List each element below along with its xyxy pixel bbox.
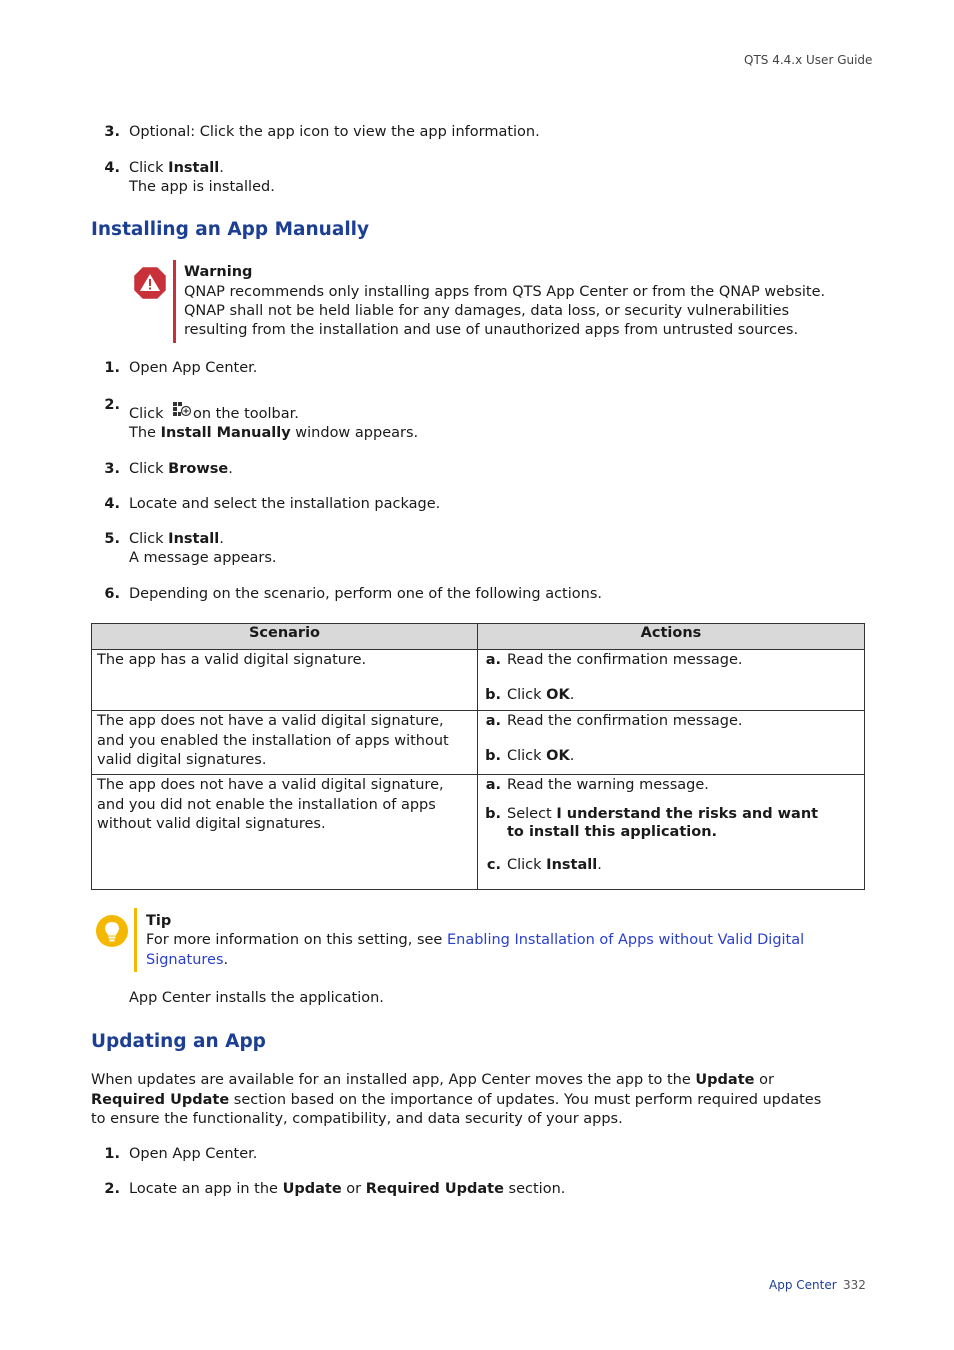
footer-section: App Center (769, 1278, 837, 1292)
warning-line: resulting from the installation and use of unauthorized apps from untrusted sources. (184, 322, 799, 338)
tip-label: Tip (146, 913, 172, 929)
step-text: Depending on the scenario, perform one of the following actions. (129, 586, 602, 602)
page-number: 332 (843, 1278, 866, 1292)
table-header: Actions (478, 624, 865, 650)
scenario-cell: The app does not have a valid digital signature, and you enabled the installation of apps without valid digital signatures. (92, 711, 478, 775)
step-text: Optional: Click the app icon to view the app information. (129, 124, 540, 140)
step-text-suffix: on the toolbar. (193, 406, 299, 422)
table-row (92, 711, 865, 775)
section-paragraph: When updates are available for an installed app, App Center moves the app to the Update or Required Update section based on the importance of updates. You must perform required updates to ensure the functionality, compatibility, and data security of your apps. (91, 1072, 822, 1127)
step-text: Click (129, 406, 164, 422)
step-text: Locate and select the installation package. (129, 496, 441, 512)
step-text: Open App Center. (129, 360, 258, 376)
scenario-cell: The app does not have a valid digital signature, and you did not enable the installation of apps without valid digital signatures. (92, 775, 478, 890)
action-item: b. Click OK. (485, 747, 575, 764)
install-manually-icon (172, 401, 192, 417)
table-row (92, 650, 865, 711)
tip-bar (134, 908, 137, 972)
actions-cell (478, 650, 865, 711)
step-number: 4. (104, 160, 120, 176)
step-result: The Install Manually window appears. (129, 425, 419, 441)
step-number: 5. (104, 531, 120, 547)
action-item: a. Read the confirmation message. (485, 652, 743, 668)
step-result: The app is installed. (129, 179, 275, 195)
step-result: A message appears. (129, 550, 277, 566)
step-number: 2. (104, 1181, 120, 1197)
warning-bar (173, 260, 176, 343)
step-text: Open App Center. (129, 1146, 258, 1162)
section-heading-install-manually: Installing an App Manually (91, 219, 370, 240)
step-text: Locate an app in the Update or Required Update section. (129, 1181, 566, 1197)
actions-cell (478, 775, 865, 890)
running-header: QTS 4.4.x User Guide (744, 53, 873, 67)
closing-text: App Center installs the application. (129, 990, 384, 1006)
action-item: a. Read the confirmation message. (485, 713, 743, 729)
table-row (92, 775, 865, 890)
scenario-table (91, 623, 865, 890)
step-number: 6. (104, 586, 120, 602)
step-text: Click Install. (129, 531, 224, 547)
tip-text: For more information on this setting, see Enabling Installation of Apps without Valid Digital Signatures. (146, 932, 805, 968)
table-header-row (92, 624, 865, 650)
step-text: Click Install. (129, 160, 224, 176)
step-text: Click Browse. (129, 461, 233, 477)
step-number: 1. (104, 360, 120, 376)
warning-line: QNAP shall not be held liable for any damages, data loss, or security vulnerabilities (184, 303, 790, 319)
step-number: 2. (104, 397, 120, 413)
actions-cell (478, 711, 865, 775)
tip-link[interactable]: Enabling Installation of Apps without Valid Digital Signatures (146, 932, 805, 968)
action-item: c. Click Install. (486, 856, 602, 873)
step-number: 4. (104, 496, 120, 512)
step-number: 3. (104, 461, 120, 477)
step-number: 3. (104, 124, 120, 140)
section-heading-updating-app: Updating an App (91, 1031, 266, 1052)
lightbulb-icon (95, 914, 129, 948)
warning-label: Warning (184, 264, 253, 280)
step-number: 1. (104, 1146, 120, 1162)
warning-line: QNAP recommends only installing apps from QTS App Center or from the QNAP website. (184, 284, 826, 300)
table-header: Scenario (92, 624, 478, 650)
scenario-cell: The app has a valid digital signature. (92, 650, 478, 711)
action-item: a. Read the warning message. (485, 777, 709, 793)
action-item: b. Click OK. (485, 686, 575, 703)
action-item: b. Select I understand the risks and want to install this application. (485, 805, 819, 840)
warning-icon (133, 266, 167, 300)
